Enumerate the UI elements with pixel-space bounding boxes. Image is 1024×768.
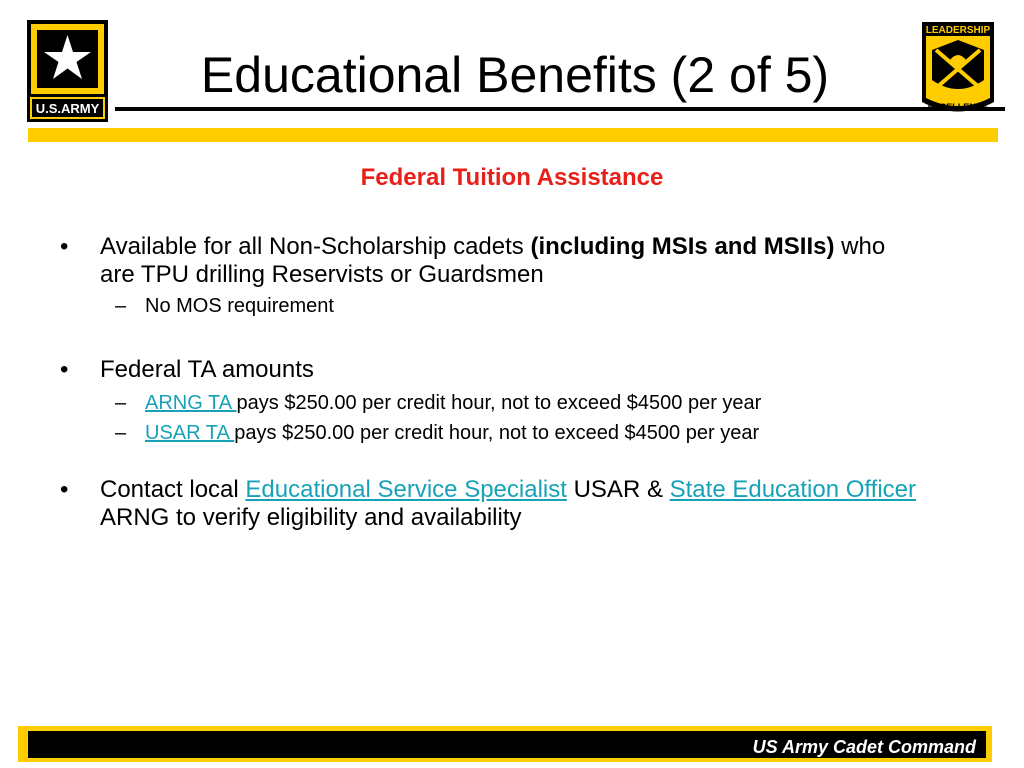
dash-marker: –: [115, 392, 127, 414]
slide-subtitle: Federal Tuition Assistance: [360, 164, 664, 191]
usar-ta-link[interactable]: USAR TA: [145, 422, 235, 444]
state-education-officer-link[interactable]: State Education Officer: [669, 476, 916, 503]
bullet-text: Federal TA amounts: [100, 356, 314, 383]
dash-marker: –: [115, 295, 127, 317]
footer-text: US Army Cadet Command: [752, 737, 976, 757]
bullet-text-part: ARNG to verify eligibility and availability: [100, 504, 522, 531]
arng-ta-link[interactable]: ARNG TA: [145, 392, 237, 414]
bullet-dot: •: [60, 233, 69, 260]
bullet-text: [100, 476, 920, 532]
army-logo-text: U.S.ARMY: [35, 101, 100, 116]
bullet-bold-text: (including MSIs and MSIIs): [530, 233, 835, 260]
sub-bullet-text-part: pays $250.00 per credit hour, not to exceed $4500 per year: [236, 392, 762, 414]
sub-bullet-text: [145, 420, 759, 446]
bullet-text-part: USAR &: [566, 476, 670, 503]
title-rule: [115, 107, 1005, 111]
sub-bullet-text: No MOS requirement: [145, 295, 334, 317]
bullet-text: [100, 233, 920, 289]
gold-band: [28, 128, 998, 142]
bullet-dot: •: [60, 476, 69, 503]
bullet-text-part: Available for all Non-Scholarship cadets: [100, 233, 531, 260]
bullet-text-part: Contact local: [100, 476, 246, 503]
dash-marker: –: [115, 422, 127, 444]
bullet-dot: •: [60, 356, 69, 383]
slide-title: Educational Benefits (2 of 5): [200, 47, 830, 103]
sub-bullet-text: [145, 390, 761, 416]
educational-service-specialist-link[interactable]: Educational Service Specialist: [245, 476, 567, 503]
rotc-shield-logo: [920, 20, 996, 121]
bullet-text-part: who are TPU drilling Reservists or Guardsmen: [100, 233, 886, 288]
rotc-top-text: LEADERSHIP: [925, 25, 991, 36]
army-logo: [27, 20, 108, 122]
sub-bullet-text-part: pays $250.00 per credit hour, not to exceed $4500 per year: [234, 422, 760, 444]
